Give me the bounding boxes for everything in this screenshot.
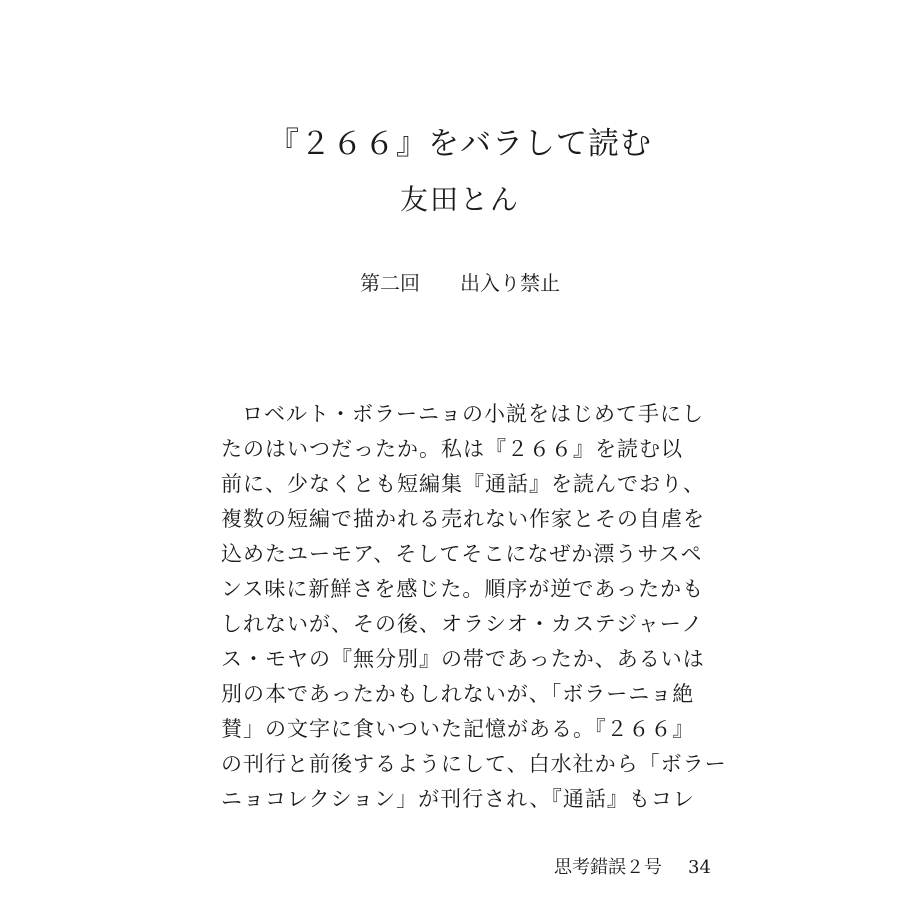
body-line: ンス味に新鮮さを感じた。順序が逆であったかも: [221, 577, 705, 601]
article-title: 『２６６』をバラして読む: [268, 126, 652, 162]
body-line: 込めたユーモア、そしてそこになぜか漂うサスペ: [221, 542, 703, 566]
author-name: 友田とん: [399, 183, 520, 216]
chapter-heading: 第二回 出入り禁止: [360, 271, 560, 295]
body-line: 複数の短編で描かれる売れない作家とその自虐を: [221, 507, 705, 531]
body-line: 別の本であったかもしれないが、「ボラーニョ絶: [221, 682, 695, 706]
body-line: ロベルト・ボラーニョの小説をはじめて手にし: [242, 402, 704, 426]
body-line: ス・モヤの『無分別』の帯であったか、あるいは: [221, 647, 705, 671]
body-line: 賛」の文字に食いついた記憶がある。『２６６』: [221, 717, 695, 741]
page-footer: [554, 855, 724, 881]
publication-name: 思考錯誤２号: [554, 857, 662, 878]
body-line: の刊行と前後するようにして、白水社から「ボラー: [221, 752, 727, 776]
body-text: [221, 397, 727, 817]
body-line: ニョコレクション」が刊行され、『通話』もコレ: [221, 787, 695, 811]
body-line: 前に、少なくとも短編集『通話』を読んでおり、: [221, 472, 705, 496]
body-line: しれないが、その後、オラシオ・カステジャーノ: [221, 612, 704, 636]
body-line: たのはいつだったか。私は『２６６』を読む以: [221, 437, 683, 461]
page-number: 34: [688, 857, 711, 878]
